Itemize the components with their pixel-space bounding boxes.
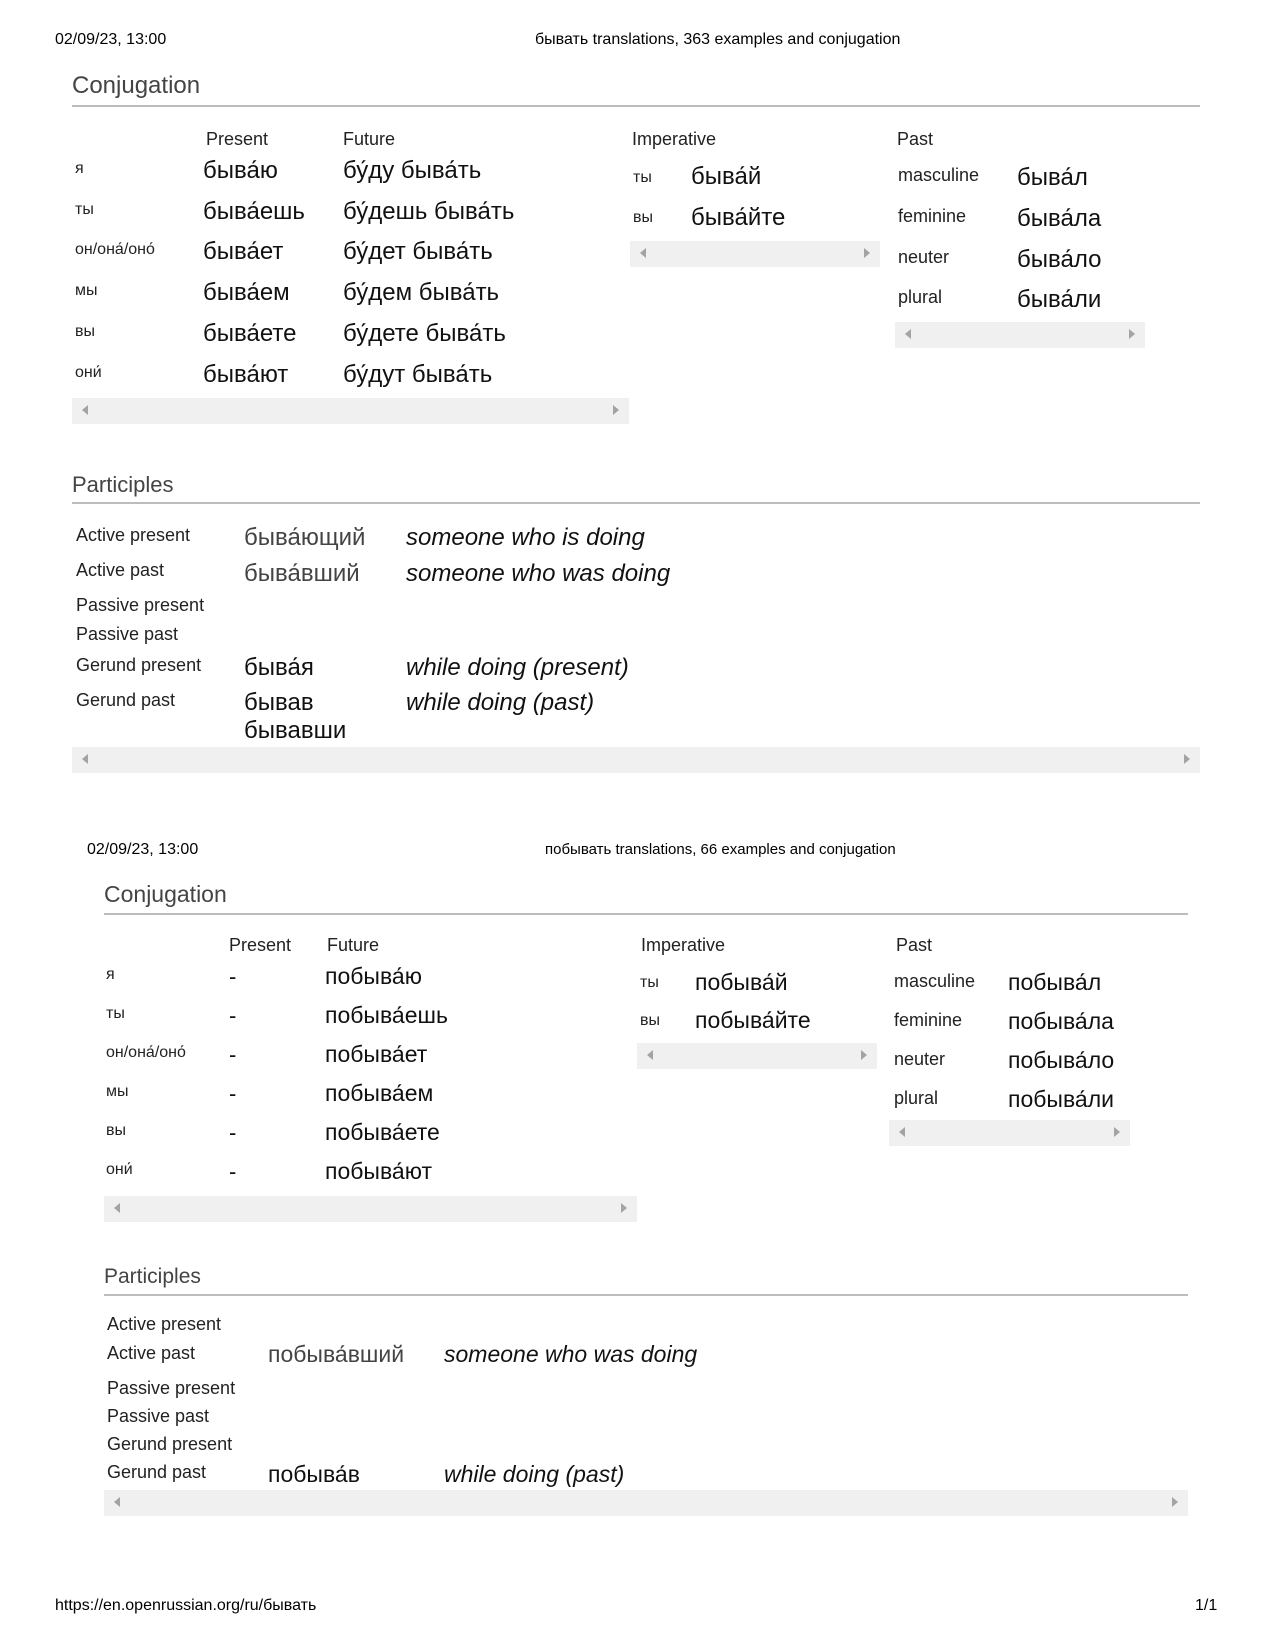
present-form: быва́ю bbox=[203, 157, 278, 184]
participle-label: Active past bbox=[107, 1343, 196, 1363]
past-label: feminine bbox=[898, 206, 967, 226]
past-form: быва́ли bbox=[1017, 286, 1102, 313]
scroll-left-icon[interactable] bbox=[82, 405, 88, 415]
participle-meaning: someone who was doing bbox=[444, 1341, 698, 1367]
scroll-right-icon[interactable] bbox=[613, 405, 619, 415]
header-date: 02/09/23, 13:00 bbox=[87, 841, 199, 858]
participle-label: Passive past bbox=[76, 624, 179, 644]
present-form: быва́ешь bbox=[203, 198, 305, 225]
participle-form: быва́я bbox=[244, 654, 314, 681]
participle-meaning: while doing (past) bbox=[444, 1461, 625, 1487]
past-form: быва́ло bbox=[1017, 246, 1102, 273]
past-form: побыва́л bbox=[1008, 969, 1102, 995]
present-form: - bbox=[229, 1042, 237, 1067]
participle-meaning: someone who was doing bbox=[406, 560, 671, 587]
imperative-pronoun: вы bbox=[633, 209, 653, 226]
scroll-right-icon[interactable] bbox=[1129, 329, 1135, 339]
future-form: бу́дешь быва́ть bbox=[343, 198, 515, 225]
conjugation-title: Conjugation bbox=[72, 72, 201, 99]
scroll-left-icon[interactable] bbox=[899, 1127, 905, 1137]
participle-form: бывав bbox=[244, 689, 314, 716]
participle-label: Active past bbox=[76, 560, 165, 580]
imperative-scrollbar[interactable] bbox=[630, 241, 880, 267]
participle-meaning: while doing (past) bbox=[406, 689, 595, 716]
scroll-right-icon[interactable] bbox=[1184, 754, 1190, 764]
future-form: побыва́ешь bbox=[325, 1002, 448, 1028]
pronoun: ты bbox=[106, 1005, 125, 1022]
participle-label: Active present bbox=[107, 1314, 222, 1334]
participle-form: побыва́в bbox=[268, 1461, 360, 1487]
present-column-header: Present bbox=[229, 935, 292, 955]
future-column-header: Future bbox=[327, 935, 380, 955]
future-form: побыва́ем bbox=[325, 1080, 434, 1106]
scroll-left-icon[interactable] bbox=[905, 329, 911, 339]
present-form: - bbox=[229, 1159, 237, 1184]
future-form: бу́дет быва́ть bbox=[343, 238, 493, 265]
past-label: masculine bbox=[898, 165, 980, 185]
participle-form: быва́вший bbox=[244, 560, 360, 587]
imperative-form: побыва́й bbox=[695, 969, 788, 995]
past-label: neuter bbox=[898, 247, 950, 267]
imperative-column-header: Imperative bbox=[632, 129, 717, 149]
past-column-header: Past bbox=[896, 935, 933, 955]
participles-scrollbar[interactable] bbox=[104, 1490, 1188, 1516]
future-form: побыва́ю bbox=[325, 963, 422, 989]
participle-form: быва́ющий bbox=[244, 524, 366, 551]
future-form: побыва́ют bbox=[325, 1158, 432, 1184]
past-label: feminine bbox=[894, 1010, 963, 1030]
present-form: быва́ют bbox=[203, 361, 289, 388]
scroll-right-icon[interactable] bbox=[864, 248, 870, 258]
scroll-left-icon[interactable] bbox=[640, 248, 646, 258]
pronoun: мы bbox=[75, 282, 98, 299]
participle-label: Gerund present bbox=[76, 655, 202, 675]
participle-label: Gerund present bbox=[107, 1434, 233, 1454]
pronoun: ты bbox=[75, 201, 94, 218]
imperative-pronoun: ты bbox=[633, 169, 652, 186]
future-form: бу́дете быва́ть bbox=[343, 320, 506, 347]
divider bbox=[72, 105, 1200, 107]
conjugation-scrollbar[interactable] bbox=[104, 1196, 637, 1222]
past-label: plural bbox=[894, 1088, 939, 1108]
participles-title: Participles bbox=[72, 472, 174, 497]
past-label: masculine bbox=[894, 971, 976, 991]
imperative-pronoun: вы bbox=[640, 1012, 660, 1029]
present-column-header: Present bbox=[206, 129, 269, 149]
divider bbox=[104, 913, 1188, 915]
pronoun: вы bbox=[106, 1122, 126, 1139]
pronoun: вы bbox=[75, 323, 95, 340]
scroll-left-icon[interactable] bbox=[647, 1050, 653, 1060]
header-date: 02/09/23, 13:00 bbox=[55, 31, 167, 48]
present-form: быва́ет bbox=[203, 238, 284, 265]
present-form: - bbox=[229, 964, 237, 989]
past-form: быва́ла bbox=[1017, 205, 1102, 232]
past-label: plural bbox=[898, 287, 943, 307]
pronoun: я bbox=[75, 160, 84, 177]
pronoun: мы bbox=[106, 1083, 129, 1100]
present-form: быва́ем bbox=[203, 279, 290, 306]
participle-label: Passive present bbox=[107, 1378, 236, 1398]
past-scrollbar[interactable] bbox=[895, 322, 1145, 348]
past-column-header: Past bbox=[897, 129, 934, 149]
scroll-left-icon[interactable] bbox=[114, 1497, 120, 1507]
future-form: побыва́ет bbox=[325, 1041, 428, 1067]
conjugation-scrollbar[interactable] bbox=[72, 398, 629, 424]
imperative-scrollbar[interactable] bbox=[637, 1043, 877, 1069]
participle-label: Gerund past bbox=[107, 1462, 207, 1482]
future-column-header: Future bbox=[343, 129, 396, 149]
present-form: - bbox=[229, 1120, 237, 1145]
past-form: быва́л bbox=[1017, 164, 1088, 191]
participle-form: побыва́вший bbox=[268, 1341, 405, 1367]
present-form: - bbox=[229, 1003, 237, 1028]
footer-url[interactable]: https://en.openrussian.org/ru/бывать bbox=[55, 1597, 317, 1614]
participles-scrollbar[interactable] bbox=[72, 747, 1200, 773]
header-title: бывать translations, 363 examples and conjugation bbox=[535, 31, 901, 48]
scroll-right-icon[interactable] bbox=[1172, 1497, 1178, 1507]
present-form: - bbox=[229, 1081, 237, 1106]
pronoun: они́ bbox=[106, 1161, 133, 1178]
pronoun: он/она́/оно́ bbox=[75, 241, 155, 258]
past-scrollbar[interactable] bbox=[889, 1120, 1130, 1146]
scroll-right-icon[interactable] bbox=[621, 1203, 627, 1213]
present-form: быва́ете bbox=[203, 320, 297, 347]
imperative-form: быва́йте bbox=[691, 204, 786, 231]
past-form: побыва́ло bbox=[1008, 1047, 1115, 1073]
participle-label: Passive past bbox=[107, 1406, 210, 1426]
pronoun: я bbox=[106, 966, 115, 983]
divider bbox=[72, 502, 1200, 504]
divider bbox=[104, 1294, 1188, 1296]
participle-label: Gerund past bbox=[76, 690, 176, 710]
pronoun: они́ bbox=[75, 364, 102, 381]
participle-meaning: someone who is doing bbox=[406, 524, 645, 551]
pronoun: он/она́/оно́ bbox=[106, 1044, 186, 1061]
future-form: бу́дут быва́ть bbox=[343, 361, 493, 388]
scroll-right-icon[interactable] bbox=[861, 1050, 867, 1060]
scroll-left-icon[interactable] bbox=[114, 1203, 120, 1213]
past-form: побыва́ла bbox=[1008, 1008, 1114, 1034]
imperative-pronoun: ты bbox=[640, 974, 659, 991]
imperative-column-header: Imperative bbox=[641, 935, 726, 955]
scroll-left-icon[interactable] bbox=[82, 754, 88, 764]
scroll-right-icon[interactable] bbox=[1114, 1127, 1120, 1137]
participle-meaning: while doing (present) bbox=[406, 654, 629, 681]
past-label: neuter bbox=[894, 1049, 946, 1069]
future-form: бу́ду быва́ть bbox=[343, 157, 482, 184]
participles-title: Participles bbox=[104, 1265, 201, 1288]
page-number: 1/1 bbox=[1195, 1597, 1218, 1614]
future-form: бу́дем быва́ть bbox=[343, 279, 500, 306]
participle-form-alt: бывавши bbox=[244, 717, 347, 744]
past-form: побыва́ли bbox=[1008, 1086, 1114, 1112]
imperative-form: побыва́йте bbox=[695, 1007, 811, 1033]
future-form: побыва́ете bbox=[325, 1119, 440, 1145]
conjugation-title: Conjugation bbox=[104, 881, 227, 907]
imperative-form: быва́й bbox=[691, 163, 762, 190]
participle-label: Active present bbox=[76, 525, 191, 545]
header-title: побывать translations, 66 examples and conjugation bbox=[545, 841, 896, 858]
participle-label: Passive present bbox=[76, 595, 205, 615]
